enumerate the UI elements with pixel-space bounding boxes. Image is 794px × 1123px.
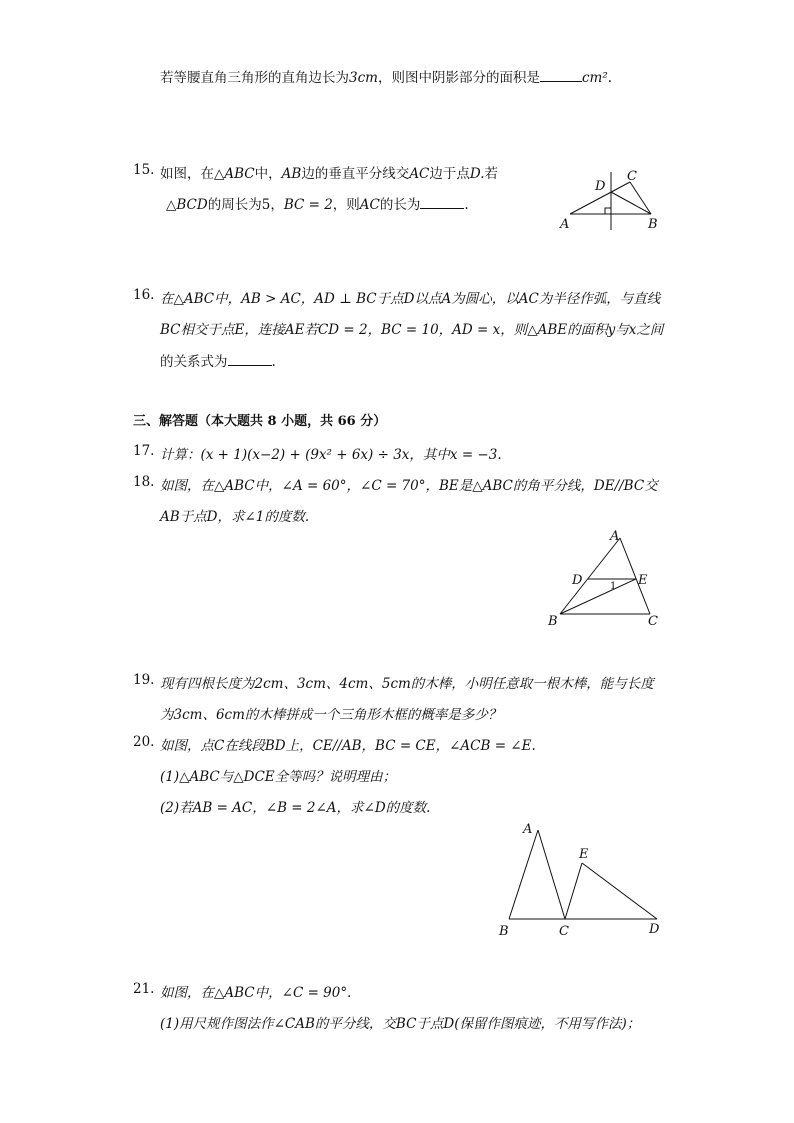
- q15-text: ，: [270, 197, 284, 213]
- q20-label-b: B: [499, 924, 509, 939]
- q15-text: 中，: [254, 166, 282, 182]
- q16-line1: 在△ABC中，AB > AC，AD ⊥ BC于点D以点A为圆心，以AC为半径作弧，与直线: [160, 291, 661, 307]
- q15-figure: [555, 160, 665, 235]
- q16-answer-blank[interactable]: [228, 353, 272, 366]
- q19-line2: 为3cm、6cm的木棒拼成一个三角形木框的概率是多少？: [160, 707, 502, 723]
- q15-ac: AC: [409, 166, 430, 182]
- q15-text: 的周长为: [207, 197, 262, 213]
- q21-number: 21.: [133, 981, 155, 997]
- q18-seg-ab: [560, 538, 620, 614]
- q15-line2: [166, 193, 469, 213]
- q20-number: 20.: [133, 734, 155, 750]
- q20-seg-ab: [509, 830, 538, 919]
- q20-label-d: D: [649, 922, 660, 937]
- q21-part1: (1)用尺规作图法作∠CAB的平分线，交BC于点D(保留作图痕迹，不用写作法)；: [160, 1016, 641, 1032]
- q15-triangle-bcd: △BCD: [166, 197, 208, 213]
- q18-label-c: C: [648, 614, 658, 629]
- q20-seg-ce: [565, 863, 582, 919]
- section3-text: 小题，共: [276, 414, 338, 429]
- q16-line2: BC相交于点E，连接AE若CD = 2，BC = 10，AD = x，则△ABE的面积y与x之间: [160, 322, 664, 338]
- q18-label-e: E: [638, 573, 648, 588]
- section3-count: 8: [267, 414, 277, 429]
- q18-label-a: A: [610, 529, 620, 544]
- q15-label-d: D: [595, 179, 606, 194]
- q17-number: 17.: [133, 443, 155, 459]
- q20-label-e: E: [579, 847, 589, 862]
- q14-unit: cm²: [581, 70, 608, 86]
- q16-line3: [160, 350, 276, 370]
- q15-triangle: △ABC: [214, 166, 255, 182]
- q18-figure: [540, 528, 670, 633]
- q15-text: 的长为: [379, 197, 421, 213]
- q20-seg-ac: [538, 830, 565, 919]
- q15-seg-bd: [611, 192, 651, 214]
- q15-answer-blank[interactable]: [420, 196, 464, 209]
- section3-text: 分）: [355, 414, 387, 429]
- q20-line1: 如图，点C在线段BD上，CE//AB，BC = CE，∠ACB = ∠E.: [160, 738, 536, 754]
- q18-line2: AB于点D，求∠1的度数.: [160, 509, 310, 525]
- q15-end: .: [464, 197, 469, 213]
- q15-line1: [160, 162, 498, 182]
- section3-title: [133, 410, 386, 429]
- q15-text: 边的垂直平分线交: [301, 166, 410, 182]
- q15-perimeter: 5: [261, 197, 271, 213]
- q14-text-b: ，则图中阴影部分的面积是: [377, 70, 540, 86]
- q20-label-c: C: [559, 924, 569, 939]
- q20-figure: [495, 818, 670, 943]
- q15-point-d: D.: [469, 166, 485, 182]
- q14-end: .: [607, 70, 613, 86]
- q15-text: ，则: [332, 197, 360, 213]
- q19-number: 19.: [133, 672, 155, 688]
- q21-line1: 如图，在△ABC中，∠C = 90°.: [160, 985, 352, 1001]
- q20-part2: (2)若AB = AC，∠B = 2∠A，求∠D的度数.: [160, 800, 431, 816]
- section3-text: 三、解答题（本大题共: [133, 414, 268, 429]
- q14-continuation: [160, 66, 612, 86]
- q18-label-1: 1: [610, 581, 617, 592]
- q15-number: 15.: [133, 162, 155, 178]
- q15-label-c: C: [627, 169, 637, 184]
- q15-ac: AC: [359, 197, 380, 213]
- q20-part1: (1)△ABC与△DCE全等吗？说明理由；: [160, 769, 397, 785]
- q14-answer-blank[interactable]: [540, 69, 582, 82]
- q15-text: 如图，在: [160, 166, 214, 182]
- q20-label-a: A: [523, 822, 533, 837]
- section3-score: 66: [337, 414, 356, 429]
- q16-number: 16.: [133, 287, 155, 303]
- q16-text: 的关系式为: [160, 354, 228, 370]
- q15-seg-bc: [630, 182, 651, 214]
- q18-label-b: B: [548, 614, 558, 629]
- q15-text: 若: [484, 166, 499, 182]
- q18-label-d: D: [572, 573, 583, 588]
- q15-label-b: B: [648, 217, 658, 232]
- q14-text-a: 若等腰直角三角形的直角边长为: [160, 70, 349, 86]
- q18-line1: 如图，在△ABC中，∠A = 60°，∠C = 70°，BE是△ABC的角平分线，DE//BC交: [160, 478, 658, 494]
- q15-bc: BC = 2: [283, 197, 333, 213]
- q18-number: 18.: [133, 474, 155, 490]
- q19-line1: 现有四根长度为2cm、3cm、4cm、5cm的木棒，小明任意取一根木棒，能与长度: [160, 676, 654, 692]
- q15-ab: AB: [281, 166, 302, 182]
- q20-seg-ed: [582, 863, 657, 919]
- q16-end: .: [271, 354, 276, 370]
- q15-label-a: A: [560, 217, 570, 232]
- q14-value: 3cm: [349, 70, 378, 86]
- q17-text: 计算：(x + 1)(x−2) + (9x² + 6x) ÷ 3x，其中x = −3.: [160, 447, 502, 463]
- q15-right-angle-mark: [605, 208, 611, 214]
- q15-text: 边于点: [429, 166, 470, 182]
